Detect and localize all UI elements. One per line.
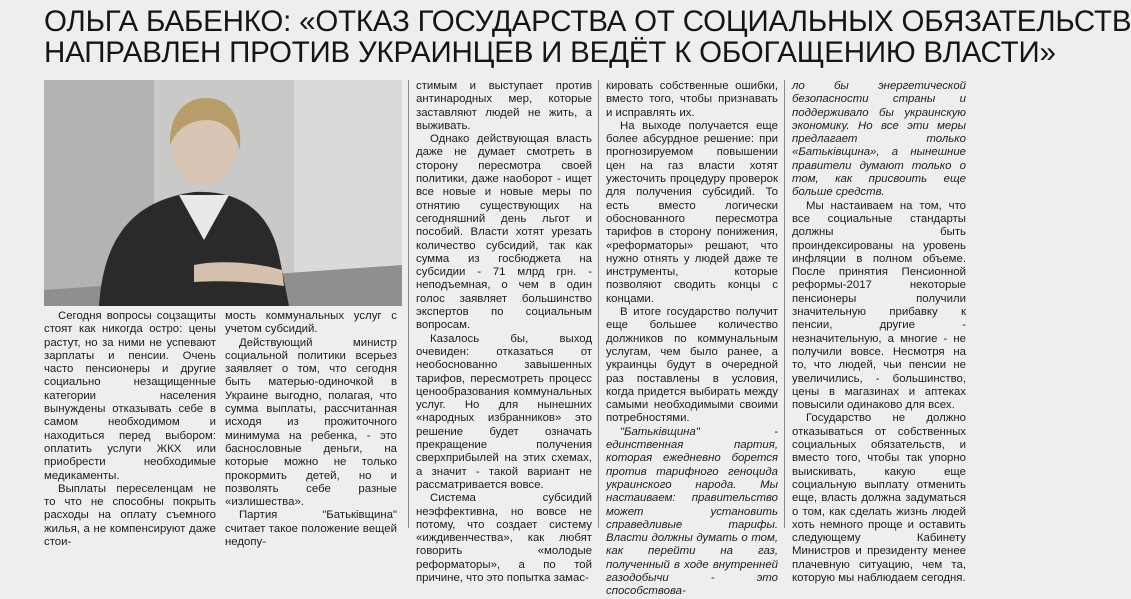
paragraph: В итоге государство получит еще большее количество должников по коммунальным услугам, чем было ранее, а украинцы будут в очередной раз поставлены в условия, когда придется выбирать между самыми необходимыми своими потребностями. [606, 306, 778, 425]
paragraph: Действующий министр социальной политики всерьез заявляет о том, что сегодня быть матерью-одиночкой в Украине выгодно, полагая, что сумма выплаты, рассчитанная исходя из прожиточного минимума на ребенка, - это баснословные деньги, на которые можно не только прокормить детей, но и позволять себе разные «излишества». [225, 336, 397, 509]
paragraph: Выплаты переселенцам не то что не способны покрыть расходы на оплату съемного жилья, а не компенсируют даже стои- [44, 482, 216, 549]
headline-line-2: НАПРАВЛЕН ПРОТИВ УКРАИНЦЕВ И ВЕДЁТ К ОБОГАЩЕНИЮ ВЛАСТИ» [44, 36, 1056, 69]
paragraph: кировать собственные ошибки, вместо того, чтобы признавать и исправлять их. [606, 80, 778, 119]
article-column-3 [416, 80, 592, 585]
headline-line-1: ОЛЬГА БАБЕНКО: «ОТКАЗ ГОСУДАРСТВА ОТ СОЦИАЛЬНЫХ ОБЯЗАТЕЛЬСТВ [44, 5, 1131, 38]
paragraph: стимым и выступает против антинародных мер, которые заставляют людей не жить, а выживать. [416, 80, 592, 132]
paragraph: Однако действующая власть даже не думает смотреть в сторону пересмотра своей политики, даже наоборот - ищет все новые и новые меры по отнятию существующих на сегодняшний день льгот и пособий. Власти хотят урезать количество субсидий, так как сумма из госбюджета на субсидии - 71 млрд грн. - неподъемная, о чем в один голос заявляет большинство экспертов по социальным вопросам. [416, 133, 592, 332]
article-column-2 [225, 310, 397, 549]
column-divider [784, 80, 785, 528]
article-headline [44, 5, 1131, 69]
paragraph: Государство не должно отказываться от собственных социальных обязательств, и вместо того, чтобы так упорно выискивать, какую еще социальную выплату отменить еще, власть должна задуматься о том, как сделать жизнь людей хоть немного проще и оставить следующему Кабинету Министров и президенту менее плачевную ситуацию, чем та, которую мы наблюдаем сегодня. [792, 412, 966, 584]
paragraph: Система субсидий неэффективна, но вовсе не потому, что создает систему «иждивенчества», как любят говорить «молодые реформаторы», а по той причине, что это попытка замас- [416, 492, 592, 584]
column-divider [408, 80, 409, 528]
paragraph: Партия "Батьківщина" считает такое положение вещей недопу- [225, 509, 397, 549]
paragraph: Сегодня вопросы соцзащиты стоят как никогда остро: цены растут, но за ними не успевают зарплаты и пенсии. Очень часто пенсионеры и другие социально незащищенные категории населения вынуждены отказывать себе в самом необходимом и находиться перед выбором: оплатить услуги ЖКХ или приобрести необходимые медикаменты. [44, 310, 216, 482]
article-column-1 [44, 310, 216, 549]
paragraph: ло бы энергетической безопасности страны и поддерживало бы украинскую экономику. Но все эти меры предлагает только «Батьківщина», а нынешние правители думают только о том, как присвоить еще больше средств. [792, 80, 966, 199]
paragraph: Казалось бы, выход очевиден: отказаться от необоснованно завышенных тарифов, пересмотреть процесс ценообразования коммунальных услуг. Но для нынешних «народных избранников» это решение будет означать прекращение получения сверхприбылей на этих схемах, а значит - такой вариант не рассматривается вовсе. [416, 332, 592, 491]
paragraph: "Батьківщина" - единственная партия, которая ежедневно борется против тарифного геноцида украинского народа. Мы настаиваем: правительство может установить справедливые тарифы. Власти должны думать о том, как перейти на газ, полученный в ходе внутренней газодобычи - это способствова- [606, 425, 778, 598]
paragraph: Мы настаиваем на том, что все социальные стандарты должны быть проиндексированы на уровень инфляции в полном объеме. После принятия Пенсионной реформы-2017 некоторые пенсионеры получили значительную прибавку к пенсии, другие - незначительную, а многие - не получили вовсе. Несмотря на то, что людей, чьи пенсии не увеличились, - большинство, цены в магазинах и аптеках повысили одинаково для всех. [792, 199, 966, 412]
paragraph: На выходе получается еще более абсурдное решение: при прогнозируемом повышении цен на газ власти хотят ужесточить процедуру проверок для получения субсидий. То есть вместо логически обоснованного пересмотра тарифов в сторону понижения, «реформаторы» решают, что нужно отнять у людей даже те инструменты, которые позволяют сводить концы с концами. [606, 119, 778, 305]
article-photo [44, 80, 402, 306]
article-column-5 [792, 80, 966, 585]
column-divider [598, 80, 599, 528]
article-column-4 [606, 80, 778, 599]
paragraph: мость коммунальных услуг с учетом субсидий. [225, 310, 397, 336]
